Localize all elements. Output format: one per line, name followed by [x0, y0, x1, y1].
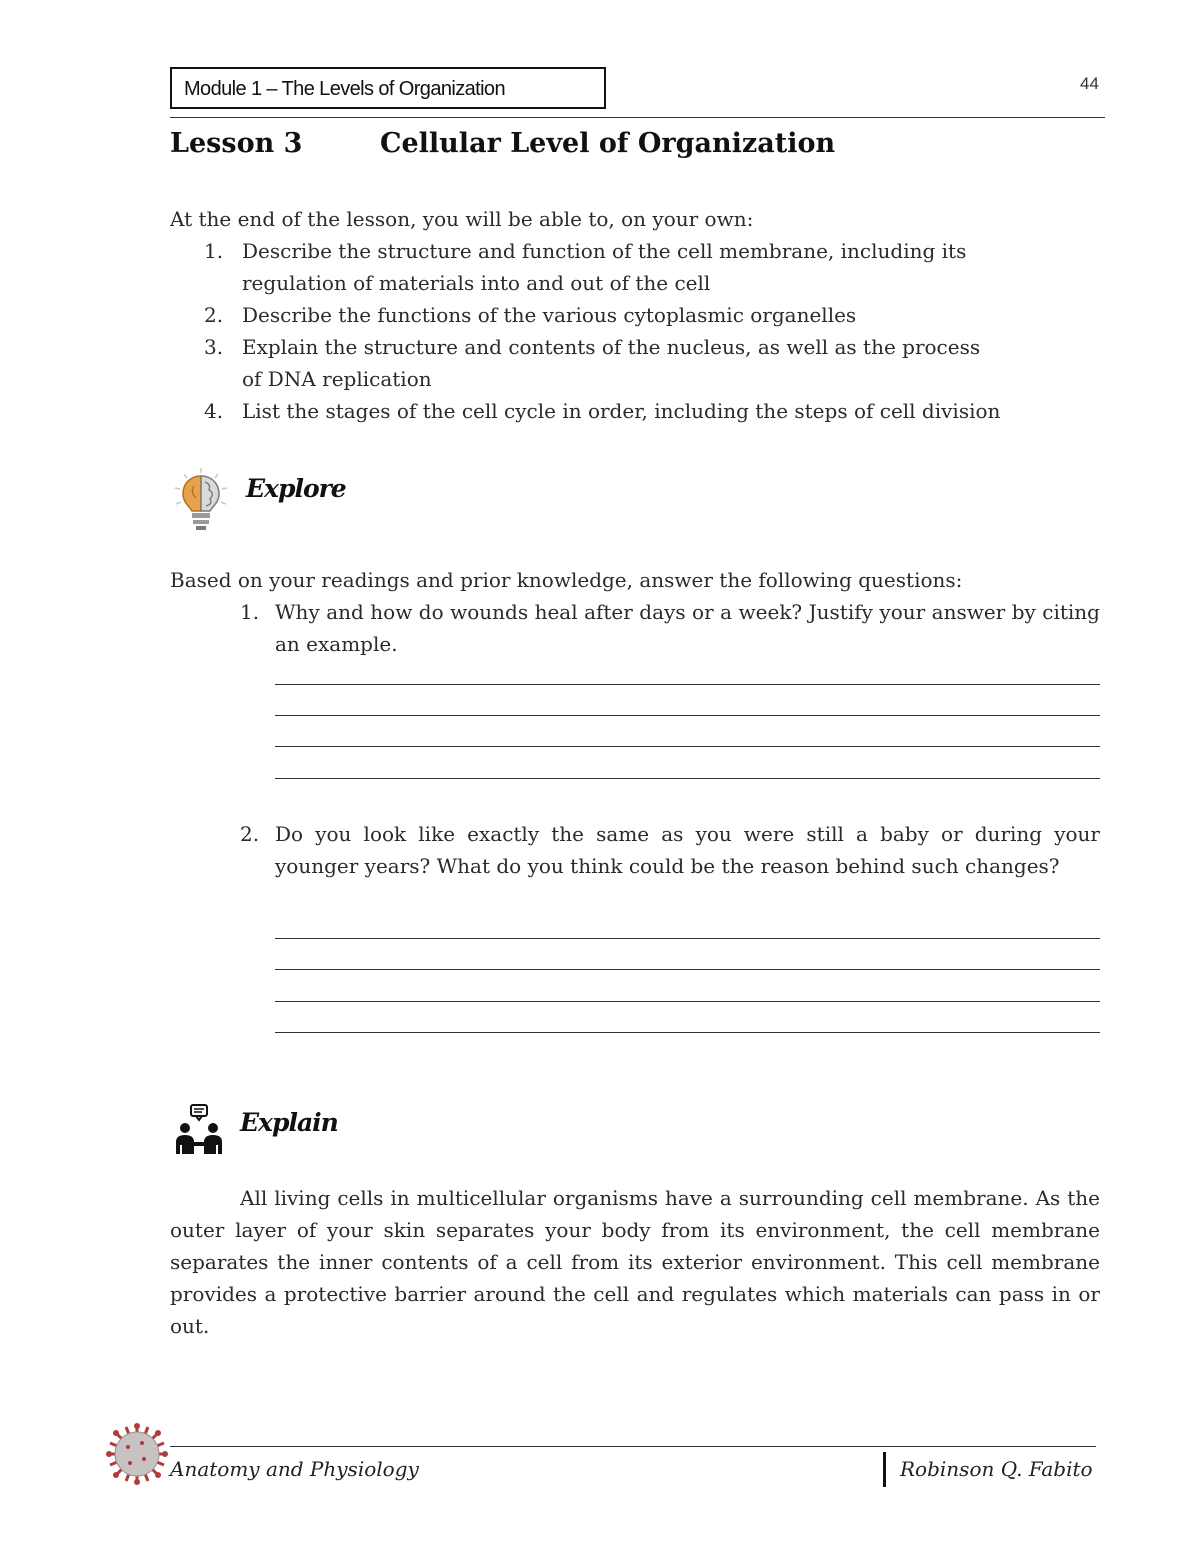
answer-line[interactable]: [275, 1001, 1100, 1002]
questions-intro: Based on your readings and prior knowledge, answer the following questions:: [170, 568, 963, 592]
objectives-list: [170, 235, 1110, 427]
objective-item: [170, 299, 1110, 331]
virus-icon: [106, 1423, 168, 1485]
objective-line: List the stages of the cell cycle in order, including the steps of cell division: [242, 399, 1001, 423]
footer-divider: [170, 1446, 1096, 1447]
lesson-title: [170, 128, 835, 159]
objective-number: 3.: [204, 335, 224, 359]
lesson-name: Cellular Level of Organization: [380, 128, 836, 159]
question-text: Why and how do wounds heal after days or a week? Justify your answer by citing an example.: [275, 600, 1100, 656]
objective-line: regulation of materials into and out of the cell: [242, 271, 711, 295]
page-number: 44: [1080, 74, 1099, 93]
header-divider: [170, 117, 1105, 118]
answer-line[interactable]: [275, 746, 1100, 747]
explain-heading: Explain: [240, 1108, 338, 1137]
explain-paragraph: [170, 1182, 1100, 1342]
answer-line[interactable]: [275, 778, 1100, 779]
footer-author: Robinson Q. Fabito: [900, 1457, 1093, 1481]
answer-line[interactable]: [275, 684, 1100, 685]
objective-line: Describe the functions of the various cytoplasmic organelles: [242, 303, 857, 327]
objective-line: of DNA replication: [242, 367, 432, 391]
answer-line[interactable]: [275, 1032, 1100, 1033]
objective-number: 4.: [204, 399, 224, 423]
objective-line: Explain the structure and contents of the nucleus, as well as the process: [242, 335, 981, 359]
objective-item: [170, 331, 1110, 395]
question-number: 1.: [240, 600, 260, 624]
objective-item: [170, 235, 1110, 299]
lesson-number: Lesson 3: [170, 128, 303, 159]
module-title-box: [170, 67, 606, 109]
footer-separator: [883, 1452, 886, 1487]
module-title: Module 1 – The Levels of Organization: [184, 78, 505, 100]
explain-text: All living cells in multicellular organisms have a surrounding cell membrane. As the outer layer of your skin separates your body from its environment, the cell membrane separates the inner contents of a cell from its exterior environment. This cell membrane provides a protective barrier around the cell and regulates which materials can pass in or out.: [170, 1186, 1100, 1338]
answer-line[interactable]: [275, 715, 1100, 716]
question-item: [170, 596, 1100, 660]
objective-line: Describe the structure and function of the cell membrane, including its: [242, 239, 967, 263]
answer-line[interactable]: [275, 938, 1100, 939]
footer-subject: Anatomy and Physiology: [170, 1457, 419, 1481]
question-text: Do you look like exactly the same as you were still a baby or during your younger years? What do you think could be the reason behind such changes?: [275, 822, 1100, 878]
answer-line[interactable]: [275, 969, 1100, 970]
question-number: 2.: [240, 822, 260, 846]
lightbulb-brain-icon: [172, 466, 230, 532]
objectives-intro: At the end of the lesson, you will be able to, on your own:: [170, 207, 754, 231]
objective-number: 2.: [204, 303, 224, 327]
objective-number: 1.: [204, 239, 224, 263]
question-item: [170, 818, 1100, 882]
objective-item: [170, 395, 1110, 427]
discussion-people-icon: [174, 1104, 224, 1156]
explore-heading: Explore: [246, 474, 346, 503]
